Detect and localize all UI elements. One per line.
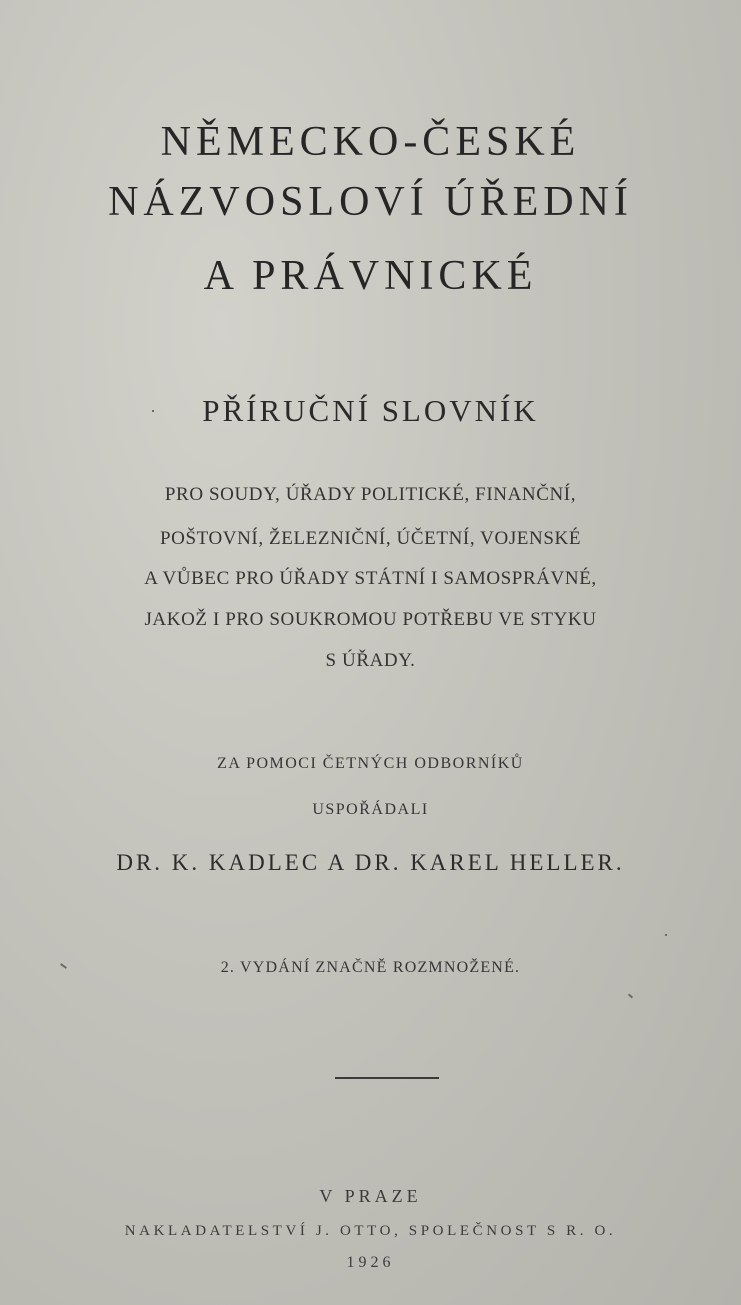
edition-line: 2. VYDÁNÍ ZNAČNĚ ROZMNOŽENÉ. — [220, 959, 521, 976]
paper-speck — [152, 410, 154, 412]
purpose-line-3: A VŮBEC PRO ÚŘADY STÁTNÍ I SAMOSPRÁVNÉ, — [144, 568, 597, 589]
arranged-line: USPOŘÁDALI — [312, 801, 429, 818]
paper-speck — [628, 994, 633, 999]
divider-rule — [335, 1077, 439, 1079]
subtitle: PŘÍRUČNÍ SLOVNÍK — [202, 393, 539, 428]
purpose-line-2: POŠTOVNÍ, ŽELEZNIČNÍ, ÚČETNÍ, VOJENSKÉ — [159, 528, 582, 549]
title-line-3: A PRÁVNICKÉ — [203, 253, 538, 299]
imprint-publisher: NAKLADATELSTVÍ J. OTTO, SPOLEČNOST S R. O. — [124, 1223, 617, 1239]
imprint-place: V PRAZE — [319, 1186, 422, 1206]
imprint-year: 1926 — [346, 1254, 395, 1271]
authors-line: DR. K. KADLEC A DR. KAREL HELLER. — [116, 850, 625, 875]
assistance-line: ZA POMOCI ČETNÝCH ODBORNÍKŮ — [217, 755, 524, 772]
purpose-line-1: PRO SOUDY, ÚŘADY POLITICKÉ, FINANČNÍ, — [164, 484, 577, 505]
title-line-2: NÁZVOSLOVÍ ÚŘEDNÍ — [108, 179, 633, 225]
paper-speck — [665, 934, 667, 936]
title-line-1: NĚMECKO-ČESKÉ — [160, 119, 581, 165]
purpose-line-4: JAKOŽ I PRO SOUKROMOU POTŘEBU VE STYKU — [144, 609, 597, 630]
purpose-line-5: S ÚŘADY. — [325, 650, 416, 671]
